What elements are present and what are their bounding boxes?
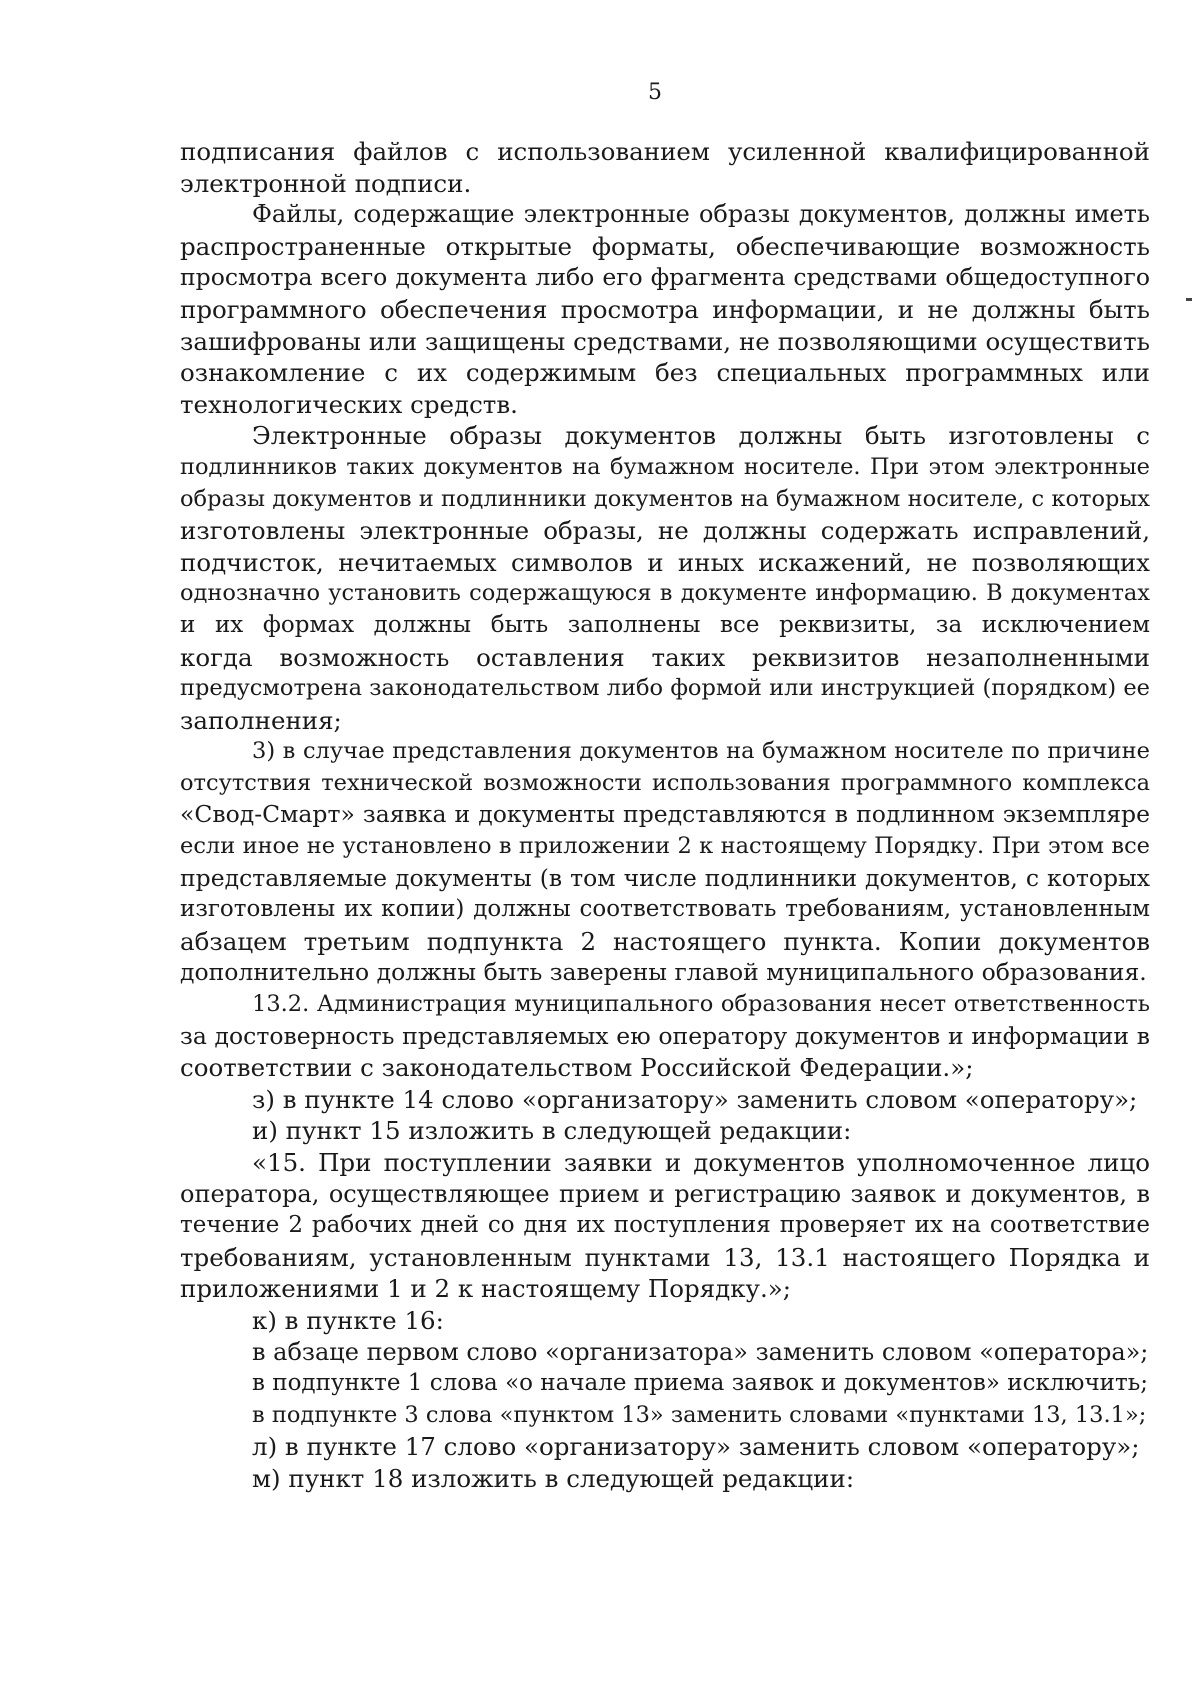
text-line: Файлы, содержащие электронные образы документов, должны иметь — [252, 200, 1150, 229]
text-line: и их формах должны быть заполнены все реквизиты, за исключением — [180, 611, 1150, 638]
text-line: зашифрованы или защищены средствами, не позволяющими осуществить — [180, 326, 1150, 356]
text-line: подлинников таких документов на бумажном носителе. При этом электронные — [180, 453, 1150, 480]
text-line: «15. При поступлении заявки и документов уполномоченное лицо — [252, 1148, 1150, 1177]
text-line: просмотра всего документа либо его фрагмента средствами общедоступного — [180, 263, 1150, 292]
text-line: если иное не установлено в приложении 2 к настоящему Порядку. При этом все — [180, 833, 1150, 860]
text-line: ознакомление с их содержимым без специальных программных или — [180, 358, 1150, 388]
text-line: когда возможность оставления таких реквизитов незаполненными — [180, 642, 1150, 672]
text-line: приложениями 1 и 2 к настоящему Порядку.»; — [180, 1274, 792, 1304]
text-line: изготовлены их копии) должны соответствовать требованиям, установленным — [180, 896, 1150, 923]
page-number: 5 — [648, 80, 662, 105]
document-body — [180, 136, 1150, 1495]
text-line: в подпункте 1 слова «о начале приема заявок и документов» исключить; — [252, 1370, 1148, 1397]
text-line: з) в пункте 14 слово «организатору» заменить словом «оператору»; — [252, 1084, 1138, 1114]
text-line: л) в пункте 17 слово «организатору» заменить словом «оператору»; — [252, 1432, 1140, 1462]
text-line: 13.2. Администрация муниципального образования несет ответственность — [252, 991, 1150, 1018]
text-line: и) пункт 15 изложить в следующей редакции: — [252, 1116, 852, 1146]
scan-edge-mark — [1186, 298, 1192, 301]
text-line: соответствии с законодательством Российской Федерации.»; — [180, 1053, 974, 1083]
text-line: подписания файлов с использованием усиленной квалифицированной — [180, 137, 1150, 166]
text-line: м) пункт 18 изложить в следующей редакции: — [252, 1463, 855, 1493]
text-line: требованиям, установленным пунктами 13, 13.1 настоящего Порядка и — [180, 1242, 1150, 1272]
text-line: в абзаце первом слово «организатора» заменить словом «оператора»; — [252, 1337, 1149, 1366]
text-line: абзацем третьим подпункта 2 настоящего пункта. Копии документов — [180, 926, 1150, 956]
text-line: отсутствия технической возможности использования программного комплекса — [180, 769, 1150, 796]
text-line: к) в пункте 16: — [252, 1305, 444, 1335]
text-line: представляемые документы (в том числе подлинники документов, с которых — [180, 863, 1150, 892]
text-line: дополнительно должны быть заверены главой муниципального образования. — [180, 958, 1147, 987]
text-line: 3) в случае представления документов на бумажном носителе по причине — [252, 738, 1150, 765]
text-line: распространенные открытые форматы, обеспечивающие возможность — [180, 231, 1150, 261]
text-line: подчисток, нечитаемых символов и иных искажений, не позволяющих — [180, 547, 1150, 577]
text-line: в подпункте 3 слова «пунктом 13» заменить словами «пунктами 13, 13.1»; — [252, 1401, 1147, 1428]
text-line: программного обеспечения просмотра информации, и не должны быть — [180, 294, 1150, 324]
text-line: заполнения; — [180, 705, 342, 735]
text-line: образы документов и подлинники документов на бумажном носителе, с которых — [180, 485, 1150, 512]
text-line: предусмотрена законодательством либо формой или инструкцией (порядком) ее — [180, 675, 1150, 702]
text-line: электронной подписи. — [180, 168, 472, 198]
text-line: технологических средств. — [180, 389, 518, 419]
text-line: Электронные образы документов должны быть изготовлены с — [252, 421, 1150, 451]
text-line: оператора, осуществляющее прием и регистрацию заявок и документов, в — [180, 1179, 1150, 1208]
text-line: однозначно установить содержащуюся в документе информацию. В документах — [180, 580, 1150, 607]
text-line: течение 2 рабочих дней со дня их поступления проверяет их на соответствие — [180, 1212, 1150, 1239]
text-line: изготовлены электронные образы, не должны содержать исправлений, — [180, 516, 1150, 546]
text-line: за достоверность представляемых ею оператору документов и информации в — [180, 1021, 1150, 1050]
text-line: «Свод-Смарт» заявка и документы представляются в подлинном экземпляре — [180, 800, 1150, 829]
